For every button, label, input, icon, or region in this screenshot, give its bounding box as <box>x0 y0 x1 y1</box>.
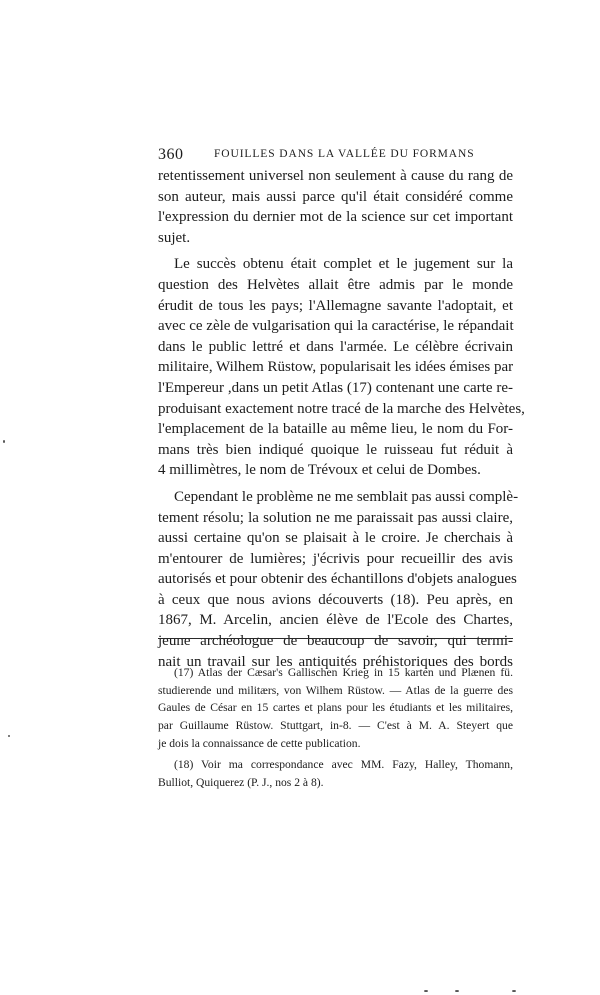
text-line: nait un travail sur les antiquités préhistoriques des bords <box>158 653 513 670</box>
text-line: l'emplacement de la bataille au même lieu, le nom du For- <box>158 421 513 438</box>
footnotes <box>158 664 513 792</box>
page-number: 360 <box>158 146 184 163</box>
footnote-line: je dois la connaissance de cette publication. <box>158 736 361 750</box>
text-line: à ceux que nous avions découverts (18). Peu après, en <box>158 591 513 608</box>
text-line: produisant exactement notre tracé de la marche des Helvètes, <box>158 400 525 417</box>
footnote-line: Bulliot, Quiquerez (P. J., nos 2 à 8). <box>158 776 324 790</box>
text-line: question des Helvètes allait être admis par le monde <box>158 276 513 293</box>
scan-speck <box>8 735 10 737</box>
text-line: 1867, M. Arcelin, ancien élève de l'Ecole des Chartes, <box>158 612 513 629</box>
footnote-17 <box>158 664 513 752</box>
text-line: tement résolu; la solution ne me paraissait pas aussi claire, <box>158 509 513 526</box>
footnote-line: par Guillaume Rüstow. Stuttgart, in-8. — C'est à M. A. Steyert que <box>158 719 513 733</box>
footnote-18 <box>158 756 513 791</box>
paragraph-1 <box>158 166 513 248</box>
text-line: Cependant le problème ne me semblait pas aussi complè- <box>174 488 519 505</box>
scan-speck <box>3 440 5 443</box>
text-line: dans le public lettré et dans l'armée. Le célèbre écrivain <box>158 338 513 355</box>
text-line: aussi certaine qu'on se plaisait à le croire. Je cherchais à <box>158 530 513 547</box>
scan-speck <box>424 990 428 992</box>
footnote-line: (17) Atlas der Cæsar's Gallischen Krieg in 15 karten und Plænen fü. <box>174 666 513 679</box>
text-line: 4 millimètres, le nom de Trévoux et celui de Dombes. <box>158 462 481 479</box>
text-line: mans très bien indiqué quoique le ruisseau fut réduit à <box>158 441 513 458</box>
text-line: l'expression du dernier mot de la science sur cet important <box>158 209 513 226</box>
text-line: son auteur, mais aussi parce qu'il était considéré comme <box>158 188 513 205</box>
scan-speck <box>455 990 459 992</box>
footnote-line: studierende und militærs, von Wilhem Rüstow. — Atlas de la guerre des <box>158 683 513 697</box>
footnote-line: (18) Voir ma correspondance avec MM. Fazy, Halley, Thomann, <box>174 758 513 772</box>
paragraph-3 <box>158 487 519 672</box>
text-line: avec ce zèle de vulgarisation qui la caractérise, le répandait <box>158 318 514 335</box>
text-line: sujet. <box>158 229 191 246</box>
text-line: Le succès obtenu était complet et le jugement sur la <box>174 256 513 273</box>
text-line: autorisés et pour obtenir des échantillons d'objets analogues <box>158 571 517 588</box>
text-line: m'entourer de lumières; j'écrivis pour recueillir des avis <box>158 550 513 567</box>
footnote-divider <box>158 638 513 639</box>
running-header <box>158 146 513 168</box>
scan-speck <box>512 990 516 992</box>
footnote-line: Gaules de César en 15 cartes et plans pour les étudiants et les militaires, <box>158 701 513 715</box>
text-line: jeune archéologue de beaucoup de savoir, qui termi- <box>158 633 513 650</box>
text-line: retentissement universel non seulement à cause du rang de <box>158 168 513 184</box>
text-line: militaire, Wilhem Rüstow, popularisait les idées émises par <box>158 359 514 376</box>
text-line: l'Empereur ,dans un petit Atlas (17) contenant une carte re- <box>158 379 513 396</box>
text-line: érudit de tous les pays; l'Allemagne savante l'adoptait, et <box>158 297 513 314</box>
body-text <box>158 166 525 672</box>
paragraph-2 <box>158 254 525 481</box>
running-title: FOUILLES DANS LA VALLÉE DU FORMANS <box>214 148 475 160</box>
